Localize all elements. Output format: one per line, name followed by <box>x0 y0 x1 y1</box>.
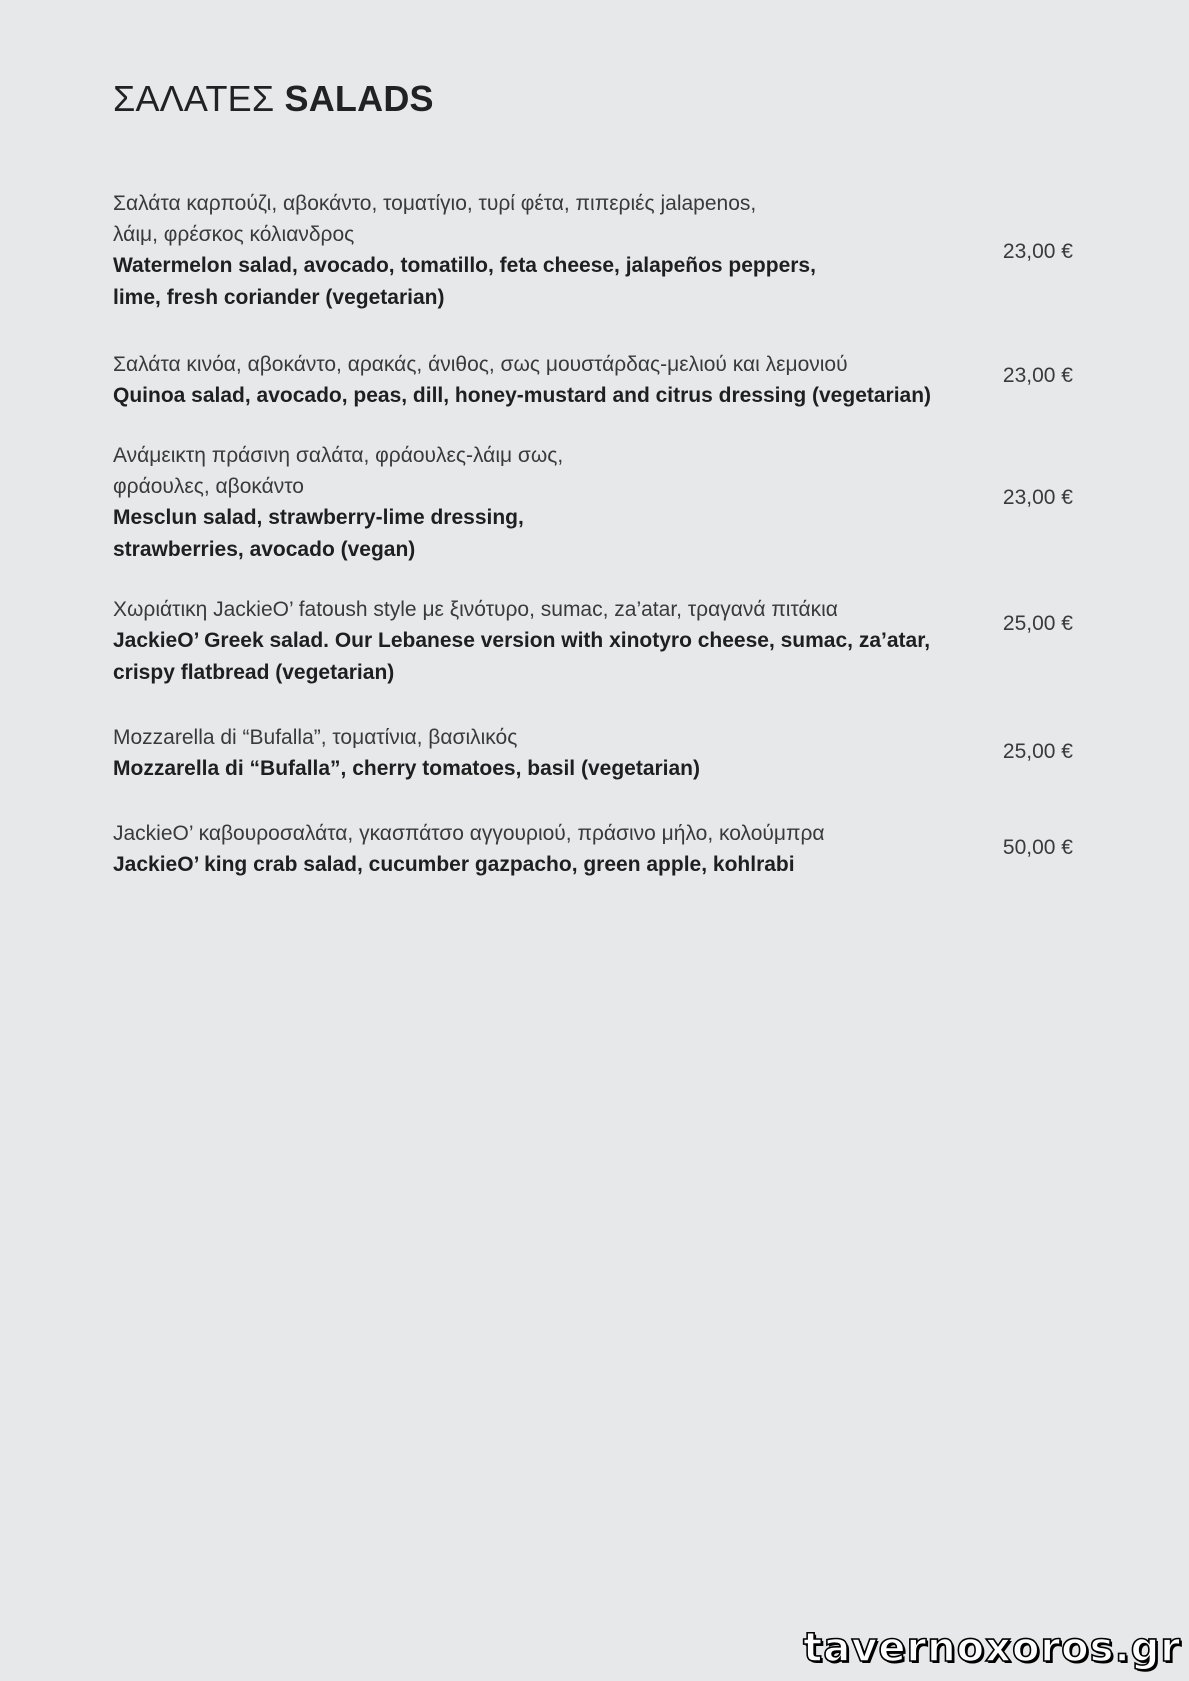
menu-item-greek-description: JackieO’ καβουροσαλάτα, γκασπάτσο αγγουριού, πράσινο μήλο, κολούμπρα <box>113 822 825 845</box>
menu-item-text <box>113 594 943 689</box>
menu-item-greek-description: Mozzarella di “Bufalla”, τοματίνια, βασιλικός <box>113 726 518 749</box>
menu-item-text <box>113 722 943 785</box>
page-title-greek: ΣΑΛΑΤΕΣ <box>113 78 275 119</box>
menu-item-price: 23,00 € <box>1002 486 1073 509</box>
menu-item-greek-description: Σαλάτα καρπούζι, αβοκάντο, τοματίγιο, τυρί φέτα, πιπεριές jalapenos, λάιμ, φρέσκος κόλιανδρος <box>113 192 757 246</box>
menu-item-price: 23,00 € <box>1002 364 1073 387</box>
menu-item-english-description: Quinoa salad, avocado, peas, dill, honey-mustard and citrus dressing (vegetarian) <box>113 384 932 407</box>
page-title <box>113 78 434 120</box>
menu-item-mesclun-salad <box>113 440 1073 566</box>
menu-item-price: 25,00 € <box>1002 612 1073 635</box>
menu-item-mozzarella <box>113 722 1073 785</box>
menu-item-greek-description: Σαλάτα κινόα, αβοκάντο, αρακάς, άνιθος, σως μουστάρδας-μελιού και λεμονιού <box>113 353 848 376</box>
menu-item-greek-description: Ανάμεικτη πράσινη σαλάτα, φράουλες-λάιμ σως, φράουλες, αβοκάντο <box>113 444 564 498</box>
menu-item-english-description: JackieO’ king crab salad, cucumber gazpacho, green apple, kohlrabi <box>113 853 795 876</box>
menu-item-english-description: JackieO’ Greek salad. Our Lebanese version with xinotyro cheese, sumac, za’atar, crispy flatbread (vegetarian) <box>113 629 931 684</box>
menu-item-price: 25,00 € <box>1002 740 1073 763</box>
menu-item-text <box>113 188 943 314</box>
menu-item-english-description: Mozzarella di “Bufalla”, cherry tomatoes, basil (vegetarian) <box>113 757 701 780</box>
menu-item-greek-salad <box>113 594 1073 689</box>
menu-item-king-crab-salad <box>113 818 1073 881</box>
menu-item-english-description: Mesclun salad, strawberry-lime dressing, strawberries, avocado (vegan) <box>113 506 524 561</box>
watermark: tavernoxoros.gr <box>803 1625 1181 1671</box>
menu-item-quinoa-salad <box>113 349 1073 412</box>
menu-item-greek-description: Χωριάτικη JackieO’ fatoush style με ξινότυρο, sumac, za’atar, τραγανά πιτάκια <box>113 598 838 621</box>
menu-item-text <box>113 349 943 412</box>
page-title-english: SALADS <box>284 78 434 119</box>
menu-item-text <box>113 440 943 566</box>
menu-item-price: 50,00 € <box>1002 836 1073 859</box>
menu-item-english-description: Watermelon salad, avocado, tomatillo, feta cheese, jalapeños peppers, lime, fresh coriander (vegetarian) <box>113 254 816 309</box>
menu-item-watermelon-salad <box>113 188 1073 314</box>
menu-item-price: 23,00 € <box>1002 240 1073 263</box>
menu-item-text <box>113 818 943 881</box>
